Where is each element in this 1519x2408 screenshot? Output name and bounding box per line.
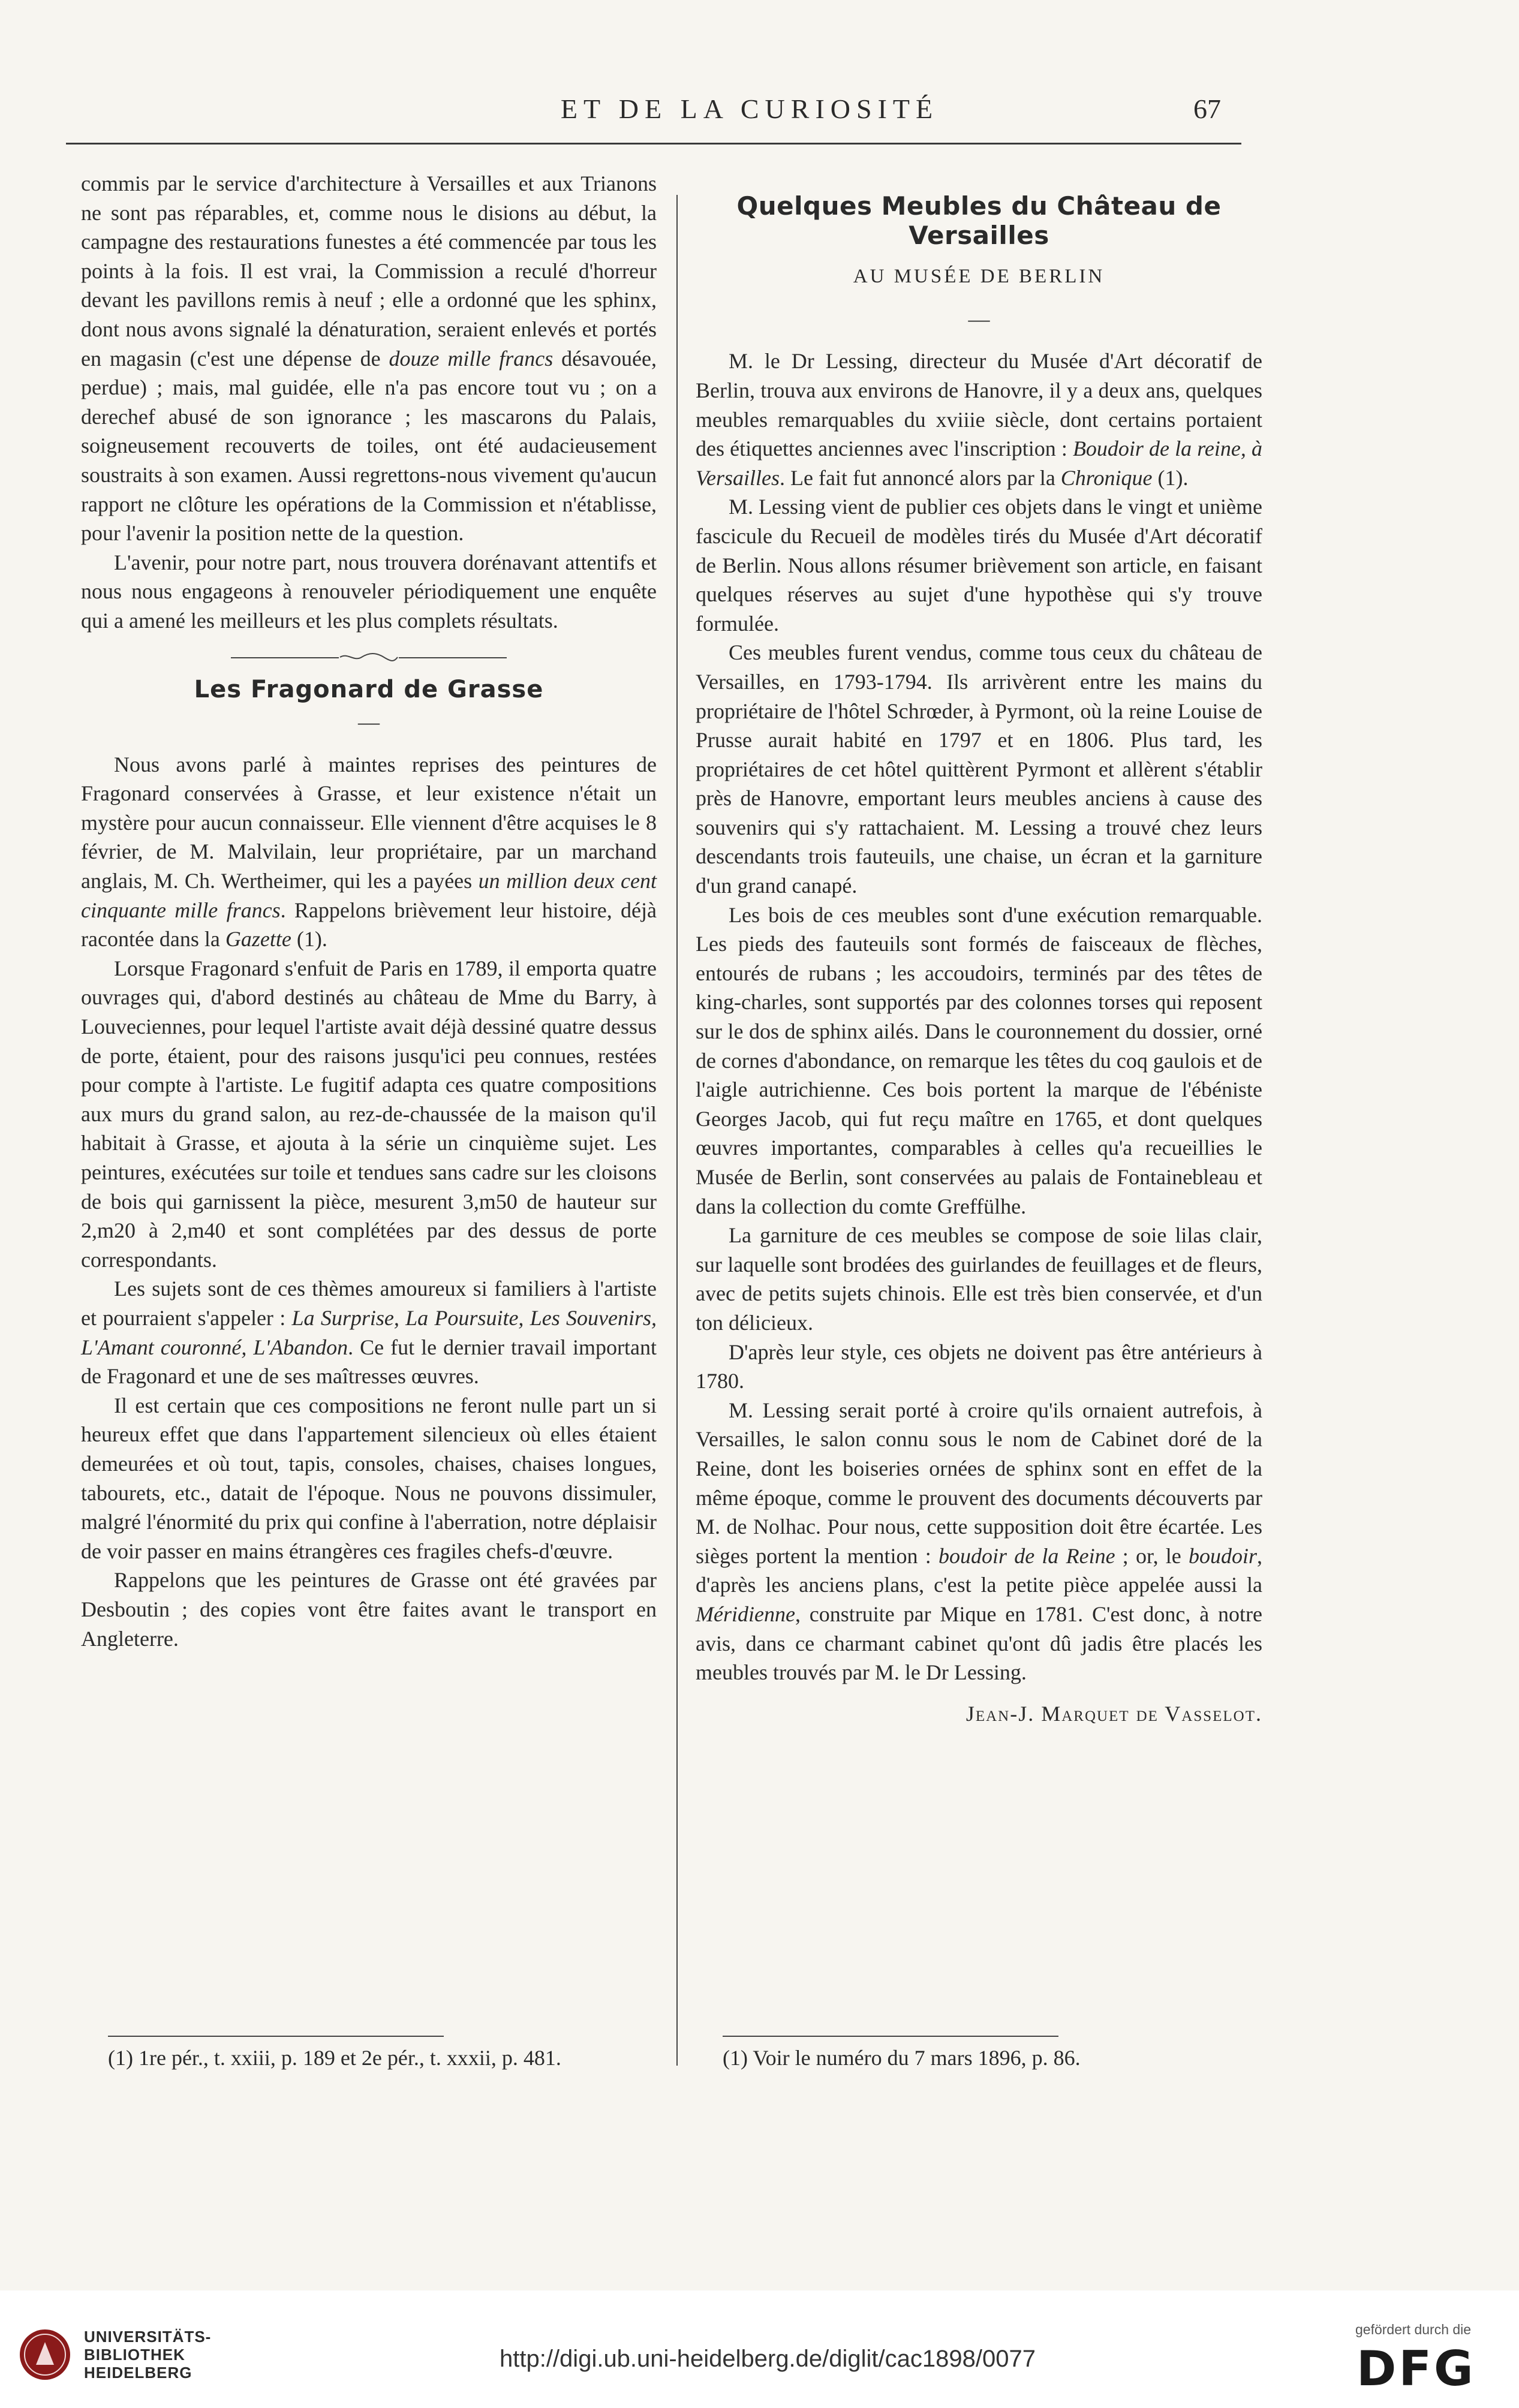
paragraph: M. Lessing vient de publier ces objets dans le vingt et unième fascicule du Recueil de modèles tirés du Musée d'Art décoratif de Berlin. Nous allons résumer brièvement son article, en faisant quelques réserves au sujet d'une hypothèse qui s'y trouve formulée.: [696, 495, 1262, 636]
paragraph: Les sujets sont de ces thèmes amoureux si familiers à l'artiste et pourraient s'appeler : La Surprise, La Poursuite, Les Souvenirs, L'Amant couronné, L'Abandon. Ce fut le dernier travail important de Fragonard et une de ses maîtresses œuvres.: [81, 1277, 657, 1389]
paragraph: Les bois de ces meubles sont d'une exécution remarquable. Les pieds des fauteuils sont formés de faisceaux de flèches, entourés de rubans ; les accoudoirs, terminés par des têtes de king-charles, sont supportés par des colonnes torses qui reposent sur le dos de sphinx ailés. Dans le couronnement du dossier, orné de cornes d'abondance, on remarque les têtes du coq gaulois et de l'aigle autrichienne. Ces bois portent la marque de l'ébéniste Georges Jacob, qui fut reçu maître en 1765, et dont quelques œuvres importantes, comparables à celles qu'a recueillies le Musée de Berlin, sont conservées au palais de Fontainebleau et dans la collection du comte Greffülhe.: [696, 902, 1262, 1218]
permalink[interactable]: http://digi.ub.uni-heidelberg.de/diglit/cac1898/0077: [500, 2346, 1036, 2372]
university-name: UNIVERSITÄTS- BIBLIOTHEK HEIDELBERG: [84, 2328, 212, 2382]
footnote-right: (1) Voir le numéro du 7 mars 1896, p. 86.: [723, 2046, 1081, 2070]
section-dash: —: [358, 710, 380, 735]
funding-label: gefördert durch die: [1355, 2322, 1472, 2337]
paragraph: La garniture de ces meubles se compose de soie lilas clair, sur laquelle sont brodées des guirlandes de feuillages et de fleurs, avec de petits sujets chinois. Elle est très bien conservée, et d'un ton délicieux.: [696, 1223, 1262, 1335]
footnote-rule-left: [108, 2036, 444, 2037]
article-dash: —: [968, 306, 990, 331]
author-signature: Jean-J. Marquet de Vasselot.: [965, 1701, 1262, 1726]
svg-text:DFG: DFG: [1356, 2344, 1476, 2392]
paragraph: commis par le service d'architecture à Versailles et aux Trianons ne sont pas réparables, et, comme nous le disions au début, la campagne des restaurations funestes a été commencée par tous les points à la fois. Il est vrai, la Commission a reculé d'horreur devant les pavillons remis à neuf ; elle a ordonné que les sphinx, dont nous avons signalé la dénaturation, seraient enlevés et portés en magasin (c'est une dépense de douze mille francs désavouée, perdue) ; mais, mal guidée, elle n'a pas encore tout vu ; on a derechef abusé de son ignorance ; les mascarons du Palais, soigneusement recouverts de toiles, ont été audacieusement soustraits à son examen. Aussi regrettons-nous vivement qu'aucun rapport ne clôture les opérations de la Commission et n'établisse, pour l'avenir la position nette de la question.: [81, 171, 657, 546]
paragraph: Nous avons parlé à maintes reprises des peintures de Fragonard conservées à Grasse, et leur existence n'était un mystère pour aucun connaisseur. Elle viennent d'être acquises le 8 février, de M. Malvilain, leur propriétaire, par un marchand anglais, M. Ch. Wertheimer, qui les a payées un million deux cent cinquante mille francs. Rappelons brièvement leur histoire, déjà racontée dans la Gazette (1).: [81, 752, 657, 952]
paragraph: M. le Dr Lessing, directeur du Musée d'Art décoratif de Berlin, trouva aux environs de Hanovre, il y a deux ans, quelques meubles remarquables du xviiie siècle, dont certains portaient des étiquettes anciennes avec l'inscription : Boudoir de la reine, à Versailles. Le fait fut annoncé alors par la Chronique (1).: [696, 349, 1262, 490]
digitization-footer: [0, 2290, 1519, 2408]
paragraph: L'avenir, pour notre part, nous trouvera dorénavant attentifs et nous nous engageons à renouveler périodiquement une enquête qui a amené les meilleurs et les plus complets résultats.: [81, 550, 657, 633]
footnote-rule-right: [723, 2036, 1058, 2037]
paragraph: M. Lessing serait porté à croire qu'ils ornaient autrefois, à Versailles, le salon connu sous le nom de Cabinet doré de la Reine, dont les boiseries ornées de sphinx sont en effet de la même époque, comme le prouvent des documents découverts par M. de Nolhac. Pour nous, cette supposition doit être écartée. Les sièges portent la mention : boudoir de la Reine ; or, le boudoir, d'après les anciens plans, c'est la petite pièce appelée aussi la Méridienne, construite par Mique en 1781. C'est donc, à notre avis, dans ce charmant cabinet qu'ont dû jadis être placés les meubles trouvés par M. le Dr Lessing.: [696, 1398, 1262, 1685]
dfg-logo: [1356, 2344, 1503, 2392]
running-title: ET DE LA CURIOSITÉ: [560, 94, 939, 124]
article-title: Quelques Meubles du Château de Versailles: [736, 191, 1222, 250]
paragraph: Rappelons que les peintures de Grasse ont été gravées par Desboutin ; des copies vont être faites avant le transport en Angleterre.: [81, 1568, 657, 1651]
paragraph: Lorsque Fragonard s'enfuit de Paris en 1789, il emporta quatre ouvrages qui, d'abord destinés au château de Mme du Barry, à Louveciennes, pour lequel l'artiste avait déjà dessiné quatre dessus de porte, étaient, pour des raisons jusqu'ici peu connues, restées pour compte à l'artiste. Le fugitif adapta ces quatre compositions aux murs du grand salon, au rez-de-chaussée de la maison qu'il habitait à Grasse, et ajouta à la série un cinquième sujet. Les peintures, exécutées sur toile et tendues sans cadre sur les cloisons de bois qui garnissent la pièce, mesurent 3,m50 de hauteur sur 2,m20 à 2,m40 et sont complétées par des dessus de porte correspondants.: [81, 956, 657, 1272]
paragraph: Il est certain que ces compositions ne feront nulle part un si heureux effet que dans l'appartement silencieux où elles étaient demeurées et où tout, tapis, consoles, chaises, chaises longues, tabourets, etc., datait de l'époque. Nous ne pouvons dissimuler, malgré l'énormité du prix qui confine à l'aberration, notre déplaisir de voir passer en mains étrangères ces fragiles chefs-d'œuvre.: [81, 1393, 657, 1563]
running-head: [0, 93, 1519, 141]
paragraph: Ces meubles furent vendus, comme tous ceux du château de Versailles, en 1793-1794. Ils arrivèrent entre les mains du propriétaire de l'hôtel Schrœder, à Pyrmont, où la reine Louise de Prusse aurait habité en 1797 et en 1806. Plus tard, les propriétaires de cet hôtel quittèrent Pyrmont et allèrent s'établir près de Hanovre, emportant leurs meubles anciens à cause des souvenirs qui s'y rattachaient. M. Lessing a trouvé chez leurs descendants trois fauteuils, une chaise, un écran et la garniture d'un grand canapé.: [696, 640, 1262, 898]
page-number: 67: [1193, 94, 1221, 124]
left-column: [81, 169, 657, 1653]
header-rule: [66, 143, 1241, 145]
column-divider: [676, 195, 678, 2066]
ornament-divider: [231, 652, 507, 663]
university-seal-icon: [18, 2328, 72, 2382]
article-subtitle: AU MUSÉE DE BERLIN: [853, 266, 1105, 288]
right-column: [696, 192, 1262, 1728]
section-title: Les Fragonard de Grasse: [194, 675, 544, 703]
footnote-left: (1) 1re pér., t. xxiii, p. 189 et 2e pér., t. xxxii, p. 481.: [108, 2046, 561, 2070]
paragraph: D'après leur style, ces objets ne doivent pas être antérieurs à 1780.: [696, 1340, 1262, 1393]
